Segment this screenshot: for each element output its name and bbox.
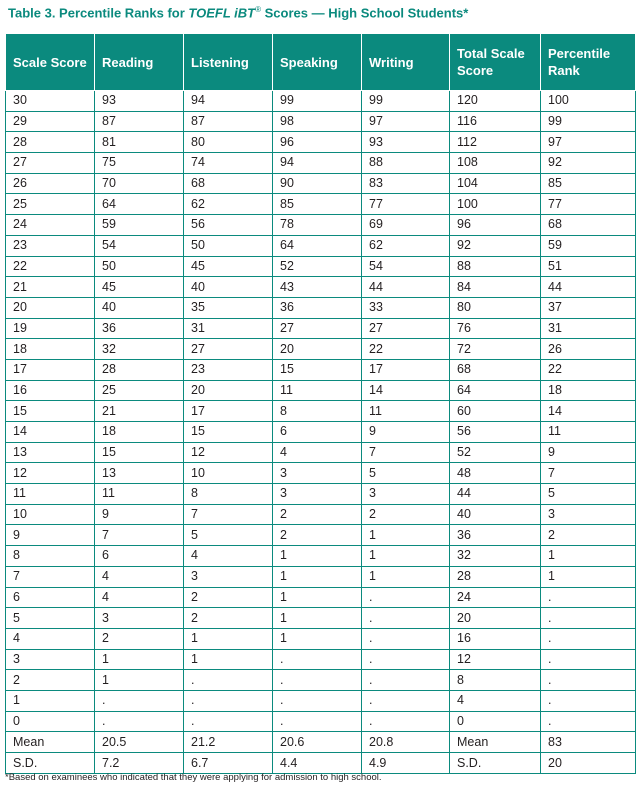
table-cell: 18 bbox=[95, 422, 184, 443]
table-cell: 2 bbox=[184, 608, 273, 629]
stat-row bbox=[6, 753, 636, 774]
table-cell: 9 bbox=[541, 442, 636, 463]
table-cell: 9 bbox=[95, 504, 184, 525]
table-cell: 69 bbox=[362, 215, 450, 236]
table-cell: 18 bbox=[6, 339, 95, 360]
table-row bbox=[6, 463, 636, 484]
column-header: Speaking bbox=[273, 34, 362, 91]
table-cell: 64 bbox=[95, 194, 184, 215]
table-cell: 80 bbox=[450, 297, 541, 318]
table-cell: 4 bbox=[450, 690, 541, 711]
table-cell: 1 bbox=[362, 566, 450, 587]
table-cell: 13 bbox=[95, 463, 184, 484]
table-cell: 10 bbox=[6, 504, 95, 525]
table-row bbox=[6, 608, 636, 629]
table-cell: . bbox=[273, 690, 362, 711]
table-cell: 4 bbox=[95, 566, 184, 587]
table-cell: 3 bbox=[541, 504, 636, 525]
table-cell: 7 bbox=[184, 504, 273, 525]
column-header: Writing bbox=[362, 34, 450, 91]
table-cell: 8 bbox=[184, 484, 273, 505]
table-cell: . bbox=[362, 711, 450, 732]
table-row bbox=[6, 690, 636, 711]
table-cell: 1 bbox=[95, 670, 184, 691]
column-header: Listening bbox=[184, 34, 273, 91]
table-cell: . bbox=[362, 608, 450, 629]
table-title-suffix: Scores — High School Students* bbox=[261, 5, 469, 21]
table-cell: 6 bbox=[95, 546, 184, 567]
table-cell: 104 bbox=[450, 173, 541, 194]
table-cell: 74 bbox=[184, 153, 273, 174]
table-cell: 116 bbox=[450, 111, 541, 132]
table-cell: 7 bbox=[541, 463, 636, 484]
table-cell: 88 bbox=[362, 153, 450, 174]
table-cell: . bbox=[95, 711, 184, 732]
table-cell: 22 bbox=[541, 359, 636, 380]
table-cell: 56 bbox=[450, 422, 541, 443]
table-cell: 59 bbox=[541, 235, 636, 256]
table-cell: . bbox=[273, 670, 362, 691]
table-row bbox=[6, 546, 636, 567]
table-cell: 7 bbox=[6, 566, 95, 587]
stat-cell: Mean bbox=[450, 732, 541, 753]
table-cell: . bbox=[541, 649, 636, 670]
stat-cell: 4.9 bbox=[362, 753, 450, 774]
table-cell: 11 bbox=[95, 484, 184, 505]
table-cell: 3 bbox=[362, 484, 450, 505]
table-cell: 28 bbox=[95, 359, 184, 380]
column-header: Scale Score bbox=[6, 34, 95, 91]
table-cell: 40 bbox=[450, 504, 541, 525]
table-cell: 68 bbox=[541, 215, 636, 236]
table-cell: 12 bbox=[6, 463, 95, 484]
table-row bbox=[6, 711, 636, 732]
table-cell: . bbox=[95, 690, 184, 711]
table-title-prefix: Table 3. Percentile Ranks for bbox=[8, 5, 189, 21]
table-cell: 1 bbox=[273, 587, 362, 608]
table-cell: . bbox=[273, 649, 362, 670]
table-cell: 97 bbox=[541, 132, 636, 153]
table-header-row bbox=[6, 34, 636, 91]
table-cell: 28 bbox=[6, 132, 95, 153]
table-cell: 15 bbox=[273, 359, 362, 380]
table-cell: . bbox=[541, 587, 636, 608]
table-cell: 1 bbox=[273, 566, 362, 587]
table-cell: 10 bbox=[184, 463, 273, 484]
table-cell: 1 bbox=[541, 566, 636, 587]
table-cell: 19 bbox=[6, 318, 95, 339]
table-cell: 11 bbox=[541, 422, 636, 443]
stat-cell: 20.6 bbox=[273, 732, 362, 753]
table-cell: 6 bbox=[273, 422, 362, 443]
table-cell: 20 bbox=[6, 297, 95, 318]
table-cell: 51 bbox=[541, 256, 636, 277]
table-row bbox=[6, 173, 636, 194]
table-cell: 3 bbox=[184, 566, 273, 587]
table-cell: 7 bbox=[95, 525, 184, 546]
table-cell: 100 bbox=[450, 194, 541, 215]
table-cell: 3 bbox=[273, 484, 362, 505]
table-row bbox=[6, 359, 636, 380]
table-cell: 50 bbox=[95, 256, 184, 277]
table-cell: 56 bbox=[184, 215, 273, 236]
table-cell: 14 bbox=[6, 422, 95, 443]
table-cell: 99 bbox=[541, 111, 636, 132]
table-cell: 30 bbox=[6, 91, 95, 112]
table-cell: 2 bbox=[184, 587, 273, 608]
column-header: Total Scale Score bbox=[450, 34, 541, 91]
table-cell: 84 bbox=[450, 277, 541, 298]
table-cell: 32 bbox=[95, 339, 184, 360]
stat-cell: 21.2 bbox=[184, 732, 273, 753]
table-cell: 88 bbox=[450, 256, 541, 277]
table-cell: 4 bbox=[95, 587, 184, 608]
table-cell: 3 bbox=[6, 649, 95, 670]
stat-cell: 20.8 bbox=[362, 732, 450, 753]
table-cell: 64 bbox=[273, 235, 362, 256]
table-cell: 96 bbox=[450, 215, 541, 236]
table-cell: 11 bbox=[6, 484, 95, 505]
table-cell: 4 bbox=[273, 442, 362, 463]
table-cell: 1 bbox=[95, 649, 184, 670]
table-cell: 22 bbox=[6, 256, 95, 277]
table-cell: . bbox=[362, 670, 450, 691]
table-row bbox=[6, 132, 636, 153]
table-cell: 44 bbox=[450, 484, 541, 505]
table-cell: 5 bbox=[6, 608, 95, 629]
table-row bbox=[6, 194, 636, 215]
table-row bbox=[6, 91, 636, 112]
table-cell: 94 bbox=[184, 91, 273, 112]
table-cell: . bbox=[184, 690, 273, 711]
table-cell: 43 bbox=[273, 277, 362, 298]
stat-cell: 4.4 bbox=[273, 753, 362, 774]
table-cell: 40 bbox=[184, 277, 273, 298]
table-cell: 112 bbox=[450, 132, 541, 153]
stat-cell: 20.5 bbox=[95, 732, 184, 753]
table-cell: 99 bbox=[362, 91, 450, 112]
table-cell: 6 bbox=[6, 587, 95, 608]
table-cell: 1 bbox=[6, 690, 95, 711]
table-cell: 85 bbox=[541, 173, 636, 194]
table-cell: 14 bbox=[362, 380, 450, 401]
table-row bbox=[6, 649, 636, 670]
table-cell: . bbox=[362, 587, 450, 608]
table-cell: 97 bbox=[362, 111, 450, 132]
table-cell: . bbox=[273, 711, 362, 732]
table-cell: 0 bbox=[6, 711, 95, 732]
table-cell: 26 bbox=[541, 339, 636, 360]
table-cell: 18 bbox=[541, 380, 636, 401]
table-cell: 11 bbox=[273, 380, 362, 401]
table-row bbox=[6, 670, 636, 691]
table-cell: 99 bbox=[273, 91, 362, 112]
table-cell: 94 bbox=[273, 153, 362, 174]
table-cell: 17 bbox=[6, 359, 95, 380]
table-cell: . bbox=[362, 690, 450, 711]
table-cell: 1 bbox=[541, 546, 636, 567]
table-cell: 21 bbox=[6, 277, 95, 298]
table-row bbox=[6, 566, 636, 587]
table-cell: 24 bbox=[6, 215, 95, 236]
table-cell: 1 bbox=[362, 546, 450, 567]
table-cell: 24 bbox=[450, 587, 541, 608]
table-cell: 60 bbox=[450, 401, 541, 422]
table-cell: 77 bbox=[362, 194, 450, 215]
table-cell: 100 bbox=[541, 91, 636, 112]
stat-cell: 7.2 bbox=[95, 753, 184, 774]
table-cell: 77 bbox=[541, 194, 636, 215]
registered-mark: ® bbox=[255, 5, 261, 14]
table-cell: 3 bbox=[273, 463, 362, 484]
table-cell: . bbox=[541, 670, 636, 691]
table-cell: 2 bbox=[6, 670, 95, 691]
table-cell: 52 bbox=[450, 442, 541, 463]
table-cell: 3 bbox=[95, 608, 184, 629]
table-cell: 1 bbox=[273, 608, 362, 629]
table-cell: 2 bbox=[541, 525, 636, 546]
table-cell: 87 bbox=[95, 111, 184, 132]
table-cell: 59 bbox=[95, 215, 184, 236]
table-cell: 8 bbox=[273, 401, 362, 422]
table-cell: 75 bbox=[95, 153, 184, 174]
table-cell: 16 bbox=[6, 380, 95, 401]
table-cell: 93 bbox=[95, 91, 184, 112]
table-cell: 5 bbox=[184, 525, 273, 546]
table-cell: 36 bbox=[450, 525, 541, 546]
table-cell: 13 bbox=[6, 442, 95, 463]
table-row bbox=[6, 525, 636, 546]
table-row bbox=[6, 111, 636, 132]
table-cell: 21 bbox=[95, 401, 184, 422]
table-cell: 2 bbox=[273, 525, 362, 546]
table-cell: 1 bbox=[184, 649, 273, 670]
table-cell: . bbox=[362, 628, 450, 649]
table-row bbox=[6, 380, 636, 401]
table-cell: 23 bbox=[6, 235, 95, 256]
table-cell: 16 bbox=[450, 628, 541, 649]
table-cell: 27 bbox=[362, 318, 450, 339]
table-cell: . bbox=[184, 711, 273, 732]
table-cell: 44 bbox=[541, 277, 636, 298]
table-cell: 9 bbox=[6, 525, 95, 546]
table-row bbox=[6, 339, 636, 360]
table-cell: 1 bbox=[273, 546, 362, 567]
table-cell: 85 bbox=[273, 194, 362, 215]
table-row bbox=[6, 277, 636, 298]
table-cell: . bbox=[362, 649, 450, 670]
table-cell: 15 bbox=[95, 442, 184, 463]
table-cell: 64 bbox=[450, 380, 541, 401]
table-cell: 36 bbox=[273, 297, 362, 318]
table-cell: 31 bbox=[184, 318, 273, 339]
table-row bbox=[6, 587, 636, 608]
table-cell: 45 bbox=[184, 256, 273, 277]
table-row bbox=[6, 628, 636, 649]
table-row bbox=[6, 215, 636, 236]
table-cell: 108 bbox=[450, 153, 541, 174]
table-cell: 81 bbox=[95, 132, 184, 153]
stat-cell: 6.7 bbox=[184, 753, 273, 774]
table-cell: 14 bbox=[541, 401, 636, 422]
table-cell: . bbox=[541, 690, 636, 711]
table-cell: 37 bbox=[541, 297, 636, 318]
table-row bbox=[6, 504, 636, 525]
table-cell: 52 bbox=[273, 256, 362, 277]
table-cell: 27 bbox=[273, 318, 362, 339]
table-cell: 28 bbox=[450, 566, 541, 587]
table-cell: 33 bbox=[362, 297, 450, 318]
table-cell: 27 bbox=[184, 339, 273, 360]
table-cell: 2 bbox=[362, 504, 450, 525]
table-cell: 22 bbox=[362, 339, 450, 360]
table-cell: 17 bbox=[362, 359, 450, 380]
stat-row bbox=[6, 732, 636, 753]
table-cell: 23 bbox=[184, 359, 273, 380]
percentile-ranks-table bbox=[5, 33, 636, 774]
table-cell: 5 bbox=[541, 484, 636, 505]
table-cell: 1 bbox=[362, 525, 450, 546]
table-cell: 4 bbox=[6, 628, 95, 649]
table-cell: 68 bbox=[450, 359, 541, 380]
table-cell: 4 bbox=[184, 546, 273, 567]
table-cell: 20 bbox=[184, 380, 273, 401]
table-cell: 76 bbox=[450, 318, 541, 339]
table-cell: 31 bbox=[541, 318, 636, 339]
stat-cell: 20 bbox=[541, 753, 636, 774]
table-row bbox=[6, 422, 636, 443]
table-cell: . bbox=[541, 608, 636, 629]
table-cell: 54 bbox=[362, 256, 450, 277]
table-cell: 62 bbox=[362, 235, 450, 256]
table-cell: 25 bbox=[6, 194, 95, 215]
table-row bbox=[6, 442, 636, 463]
table-cell: 9 bbox=[362, 422, 450, 443]
table-cell: 62 bbox=[184, 194, 273, 215]
table-cell: 12 bbox=[184, 442, 273, 463]
table-cell: 27 bbox=[6, 153, 95, 174]
table-cell: 7 bbox=[362, 442, 450, 463]
table-cell: 92 bbox=[450, 235, 541, 256]
table-cell: 29 bbox=[6, 111, 95, 132]
table-cell: 93 bbox=[362, 132, 450, 153]
table-cell: 1 bbox=[184, 628, 273, 649]
table-cell: 70 bbox=[95, 173, 184, 194]
table-row bbox=[6, 256, 636, 277]
table-cell: 40 bbox=[95, 297, 184, 318]
test-name: TOEFL iBT bbox=[188, 5, 256, 21]
table-cell: 36 bbox=[95, 318, 184, 339]
table-cell: 15 bbox=[6, 401, 95, 422]
table-cell: 80 bbox=[184, 132, 273, 153]
table-cell: 92 bbox=[541, 153, 636, 174]
table-body bbox=[6, 91, 636, 774]
table-cell: . bbox=[541, 628, 636, 649]
table-cell: 96 bbox=[273, 132, 362, 153]
table-cell: 87 bbox=[184, 111, 273, 132]
table-cell: 54 bbox=[95, 235, 184, 256]
table-cell: 32 bbox=[450, 546, 541, 567]
table-cell: 20 bbox=[450, 608, 541, 629]
table-title bbox=[8, 5, 468, 20]
table-row bbox=[6, 297, 636, 318]
table-cell: 83 bbox=[362, 173, 450, 194]
table-row bbox=[6, 484, 636, 505]
stat-cell: 83 bbox=[541, 732, 636, 753]
table-cell: 11 bbox=[362, 401, 450, 422]
table-cell: 1 bbox=[273, 628, 362, 649]
table-cell: 15 bbox=[184, 422, 273, 443]
stat-cell: S.D. bbox=[450, 753, 541, 774]
table-cell: 68 bbox=[184, 173, 273, 194]
column-header: Reading bbox=[95, 34, 184, 91]
table-cell: 50 bbox=[184, 235, 273, 256]
table-cell: 98 bbox=[273, 111, 362, 132]
table-row bbox=[6, 235, 636, 256]
table-cell: 2 bbox=[95, 628, 184, 649]
stat-cell: Mean bbox=[6, 732, 95, 753]
table-cell: 17 bbox=[184, 401, 273, 422]
table-cell: 45 bbox=[95, 277, 184, 298]
table-cell: 2 bbox=[273, 504, 362, 525]
table-cell: 0 bbox=[450, 711, 541, 732]
table-cell: 72 bbox=[450, 339, 541, 360]
table-cell: 48 bbox=[450, 463, 541, 484]
table-cell: 120 bbox=[450, 91, 541, 112]
table-cell: . bbox=[184, 670, 273, 691]
table-row bbox=[6, 153, 636, 174]
table-cell: 20 bbox=[273, 339, 362, 360]
footnote: *Based on examinees who indicated that they were applying for admission to high school. bbox=[5, 772, 382, 783]
table-cell: . bbox=[541, 711, 636, 732]
table-cell: 5 bbox=[362, 463, 450, 484]
table-cell: 78 bbox=[273, 215, 362, 236]
table-cell: 90 bbox=[273, 173, 362, 194]
table-row bbox=[6, 401, 636, 422]
table-cell: 12 bbox=[450, 649, 541, 670]
table-cell: 25 bbox=[95, 380, 184, 401]
table-cell: 35 bbox=[184, 297, 273, 318]
column-header: Percentile Rank bbox=[541, 34, 636, 91]
table-cell: 26 bbox=[6, 173, 95, 194]
table-cell: 8 bbox=[450, 670, 541, 691]
table-row bbox=[6, 318, 636, 339]
table-cell: 8 bbox=[6, 546, 95, 567]
stat-cell: S.D. bbox=[6, 753, 95, 774]
table-cell: 44 bbox=[362, 277, 450, 298]
